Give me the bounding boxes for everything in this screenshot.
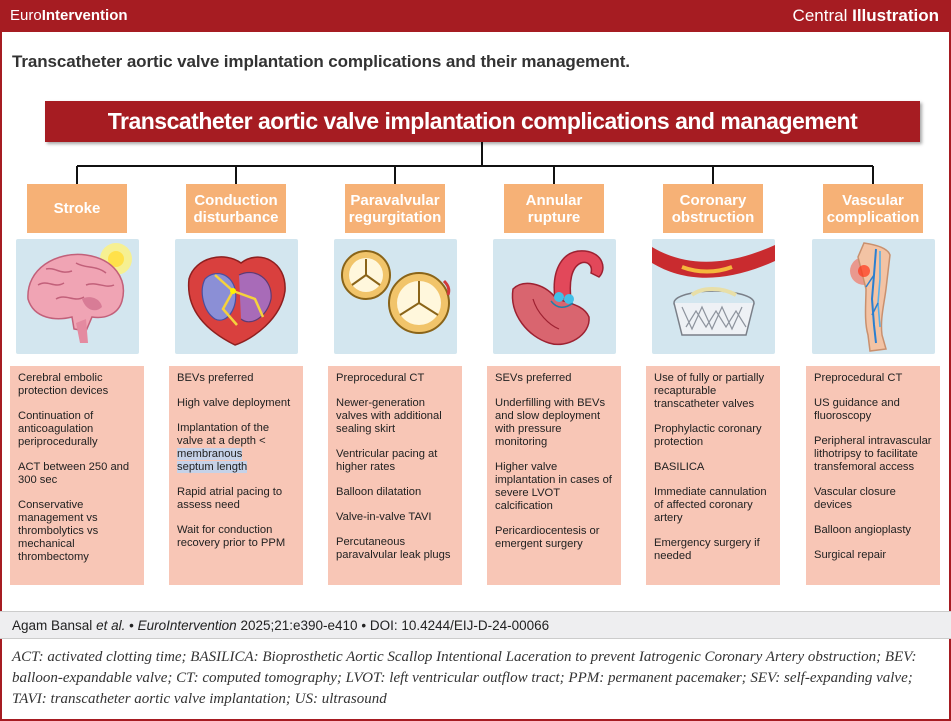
management-list-vascular [806,366,940,585]
list-item: Use of fully or partially recapturable transcatheter valves [654,372,765,410]
list-item: Valve-in-valve TAVI [336,511,432,523]
list-item: Emergency surgery if needed [654,537,760,562]
highlighted-text: membranous [177,448,243,460]
highlighted-text: septum length [177,461,248,473]
category-vascular-complication: Vascular complication [823,184,923,233]
list-item: Wait for conduction recovery prior to PPM [177,524,286,549]
management-list-annular [487,366,621,585]
citation-doi[interactable]: DOI: 10.4244/EIJ-D-24-00066 [369,618,550,633]
journal-brand[interactable]: EuroIntervention [10,7,128,24]
category-conduction-disturbance: Conduction disturbance [186,184,286,233]
category-coronary-obstruction: Coronary obstruction [663,184,763,233]
management-list-conduction [169,366,303,585]
category-annular-rupture: Annular rupture [504,184,604,233]
citation-journal: EuroIntervention [137,618,237,633]
management-list-stroke [10,366,144,585]
list-item: Ventricular pacing at higher rates [336,448,438,473]
list-item: Peripheral intravascular lithotripsy to facilitate transfemoral access [814,435,932,473]
leg-vessel-icon [812,239,935,354]
coronary-stent-icon [652,239,775,354]
citation-volume: 2025;21:e390-e410 [240,618,358,633]
category-paravalvular-regurgitation: Paravalvular regurgitation [345,184,445,233]
list-item: ACT between 250 and 300 sec [18,461,130,486]
list-item: Balloon dilatation [336,486,422,498]
figure-subtitle: Transcatheter aortic valve implantation complications and their management. [12,52,630,71]
central-illustration-label: Central Illustration [792,6,939,25]
list-item: Surgical repair [814,549,887,561]
list-item: Newer-generation valves with additional sealing skirt [336,397,442,435]
list-item: Percutaneous paravalvular leak plugs [336,536,451,561]
list-item: US guidance and fluoroscopy [814,397,900,422]
list-item: BASILICA [654,461,705,473]
list-item: BEVs preferred [177,372,254,384]
list-item: Conservative management vs thrombolytics vs mechanical thrombectomy [18,499,99,563]
citation-etal: et al. [96,618,126,633]
category-stroke: Stroke [27,184,127,233]
list-item: Continuation of anticoagulation periprocedurally [18,410,98,448]
management-list-paravalvular [328,366,462,585]
list-item: Cerebral embolic protection devices [18,372,109,397]
list-item: High valve deployment [177,397,291,409]
heart-conduction-icon [175,239,298,354]
list-item: Balloon angioplasty [814,524,912,536]
list-item: Vascular closure devices [814,486,896,511]
citation-authors: Agam Bansal [12,618,93,633]
management-list-coronary [646,366,780,585]
list-item: Preprocedural CT [336,372,425,384]
valve-leak-icon [334,239,457,354]
list-item: Prophylactic coronary protection [654,423,762,448]
abbreviations-footnote: ACT: activated clotting time; BASILICA: Bioprosthetic Aortic Scallop Intentional Laceration to prevent Iatrogenic Coronary Artery obstruction; BEV: balloon-expandable valve; CT: computed tomography; LVOT: left ventricular outflow tract; PPM: permanent pacemaker; SEV: self-expanding valve; TAVI: transcatheter aortic valve implantation; US: ultrasound [12,649,917,707]
list-item: Immediate cannulation of affected coronary artery [654,486,767,524]
list-item: SEVs preferred [495,372,572,384]
list-item: Preprocedural CT [814,372,903,384]
list-item: Rapid atrial pacing to assess need [177,486,283,511]
brain-icon [16,239,139,354]
list-item: Implantation of the valve at a depth < membranous septum length [177,422,270,473]
list-item: Pericardiocentesis or emergent surgery [495,525,600,550]
header-bar [0,0,951,32]
main-title: Transcatheter aortic valve implantation complications and management [45,101,920,142]
annular-rupture-icon [493,239,616,354]
list-item: Higher valve implantation in cases of severe LVOT calcification [495,461,612,512]
list-item: Underfilling with BEVs and slow deployment with pressure monitoring [495,397,606,448]
citation-bar: Agam Bansal et al. • EuroIntervention 2025;21:e390-e410 • DOI: 10.4244/EIJ-D-24-00066 [0,611,951,639]
